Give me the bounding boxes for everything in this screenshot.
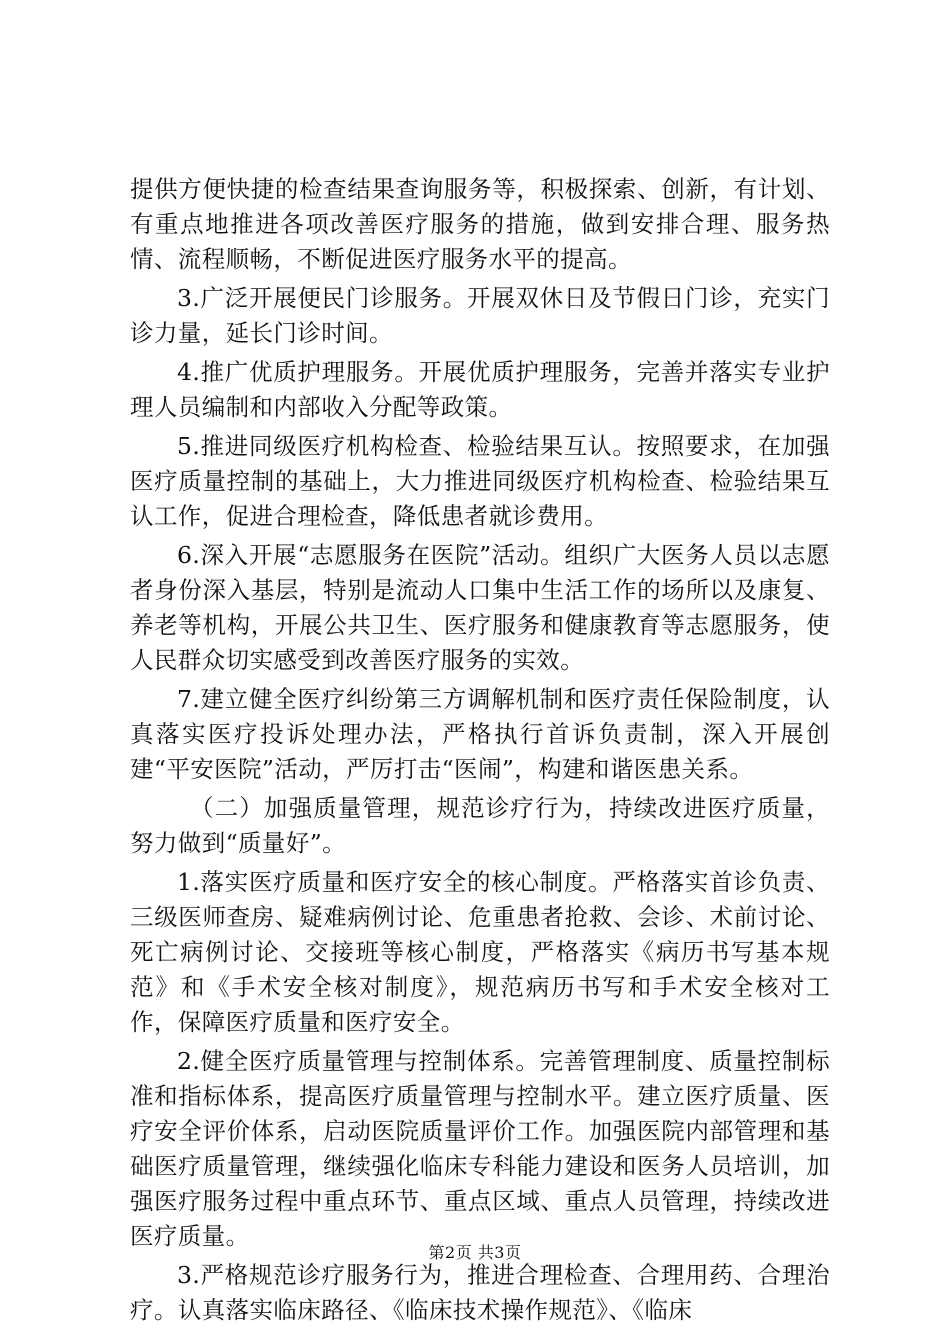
paragraph: 6.深入开展“志愿服务在医院”活动。组织广大医务人员以志愿者身份深入基层，特别是流动人口集中生活工作的场所以及康复、养老等机构，开展公共卫生、医疗服务和健康教育等志愿服务，使人民群众切实感受到改善医疗服务的实效。 — [130, 541, 830, 674]
paragraph: 5.推进同级医疗机构检查、检验结果互认。按照要求，在加强医疗质量控制的基础上，大力推进同级医疗机构检查、检验结果互认工作，促进合理检查，降低患者就诊费用。 — [130, 432, 830, 530]
paragraph: 3.广泛开展便民门诊服务。开展双休日及节假日门诊，充实门诊力量，延长门诊时间。 — [130, 284, 830, 347]
paragraph: 2.健全医疗质量管理与控制体系。完善管理制度、质量控制标准和指标体系，提高医疗质量管理与控制水平。建立医疗质量、医疗安全评价体系，启动医院质量评价工作。加强医院内部管理和基础医疗质量管理，继续强化临床专科能力建设和医务人员培训，加强医疗服务过程中重点环节、重点区域、重点人员管理，持续改进医疗质量。 — [130, 1047, 830, 1250]
page-footer — [0, 1242, 950, 1264]
section-heading: （二）加强质量管理，规范诊疗行为，持续改进医疗质量，努力做到“质量好”。 — [130, 794, 830, 857]
paragraph: 7.建立健全医疗纠纷第三方调解机制和医疗责任保险制度，认真落实医疗投诉处理办法，严格执行首诉负责制，深入开展创建“平安医院”活动，严厉打击“医闹”，构建和谐医患关系。 — [130, 685, 830, 783]
paragraph: 3.严格规范诊疗服务行为，推进合理检查、合理用药、合理治疗。认真落实临床路径、《临床技术操作规范》、《临床 — [130, 1261, 830, 1324]
paragraph: 1.落实医疗质量和医疗安全的核心制度。严格落实首诊负责、三级医师查房、疑难病例讨论、危重患者抢救、会诊、术前讨论、死亡病例讨论、交接班等核心制度，严格落实《病历书写基本规范》和《手术安全核对制度》，规范病历书写和手术安全核对工作，保障医疗质量和医疗安全。 — [130, 868, 830, 1036]
paragraph: 4.推广优质护理服务。开展优质护理服务，完善并落实专业护理人员编制和内部收入分配等政策。 — [130, 358, 830, 421]
document-body — [130, 172, 830, 1332]
page-number-label: 第2页 共3页 — [428, 1243, 522, 1262]
paragraph: 提供方便快捷的检查结果查询服务等，积极探索、创新，有计划、有重点地推进各项改善医疗服务的措施，做到安排合理、服务热情、流程顺畅，不断促进医疗服务水平的提高。 — [130, 175, 830, 273]
